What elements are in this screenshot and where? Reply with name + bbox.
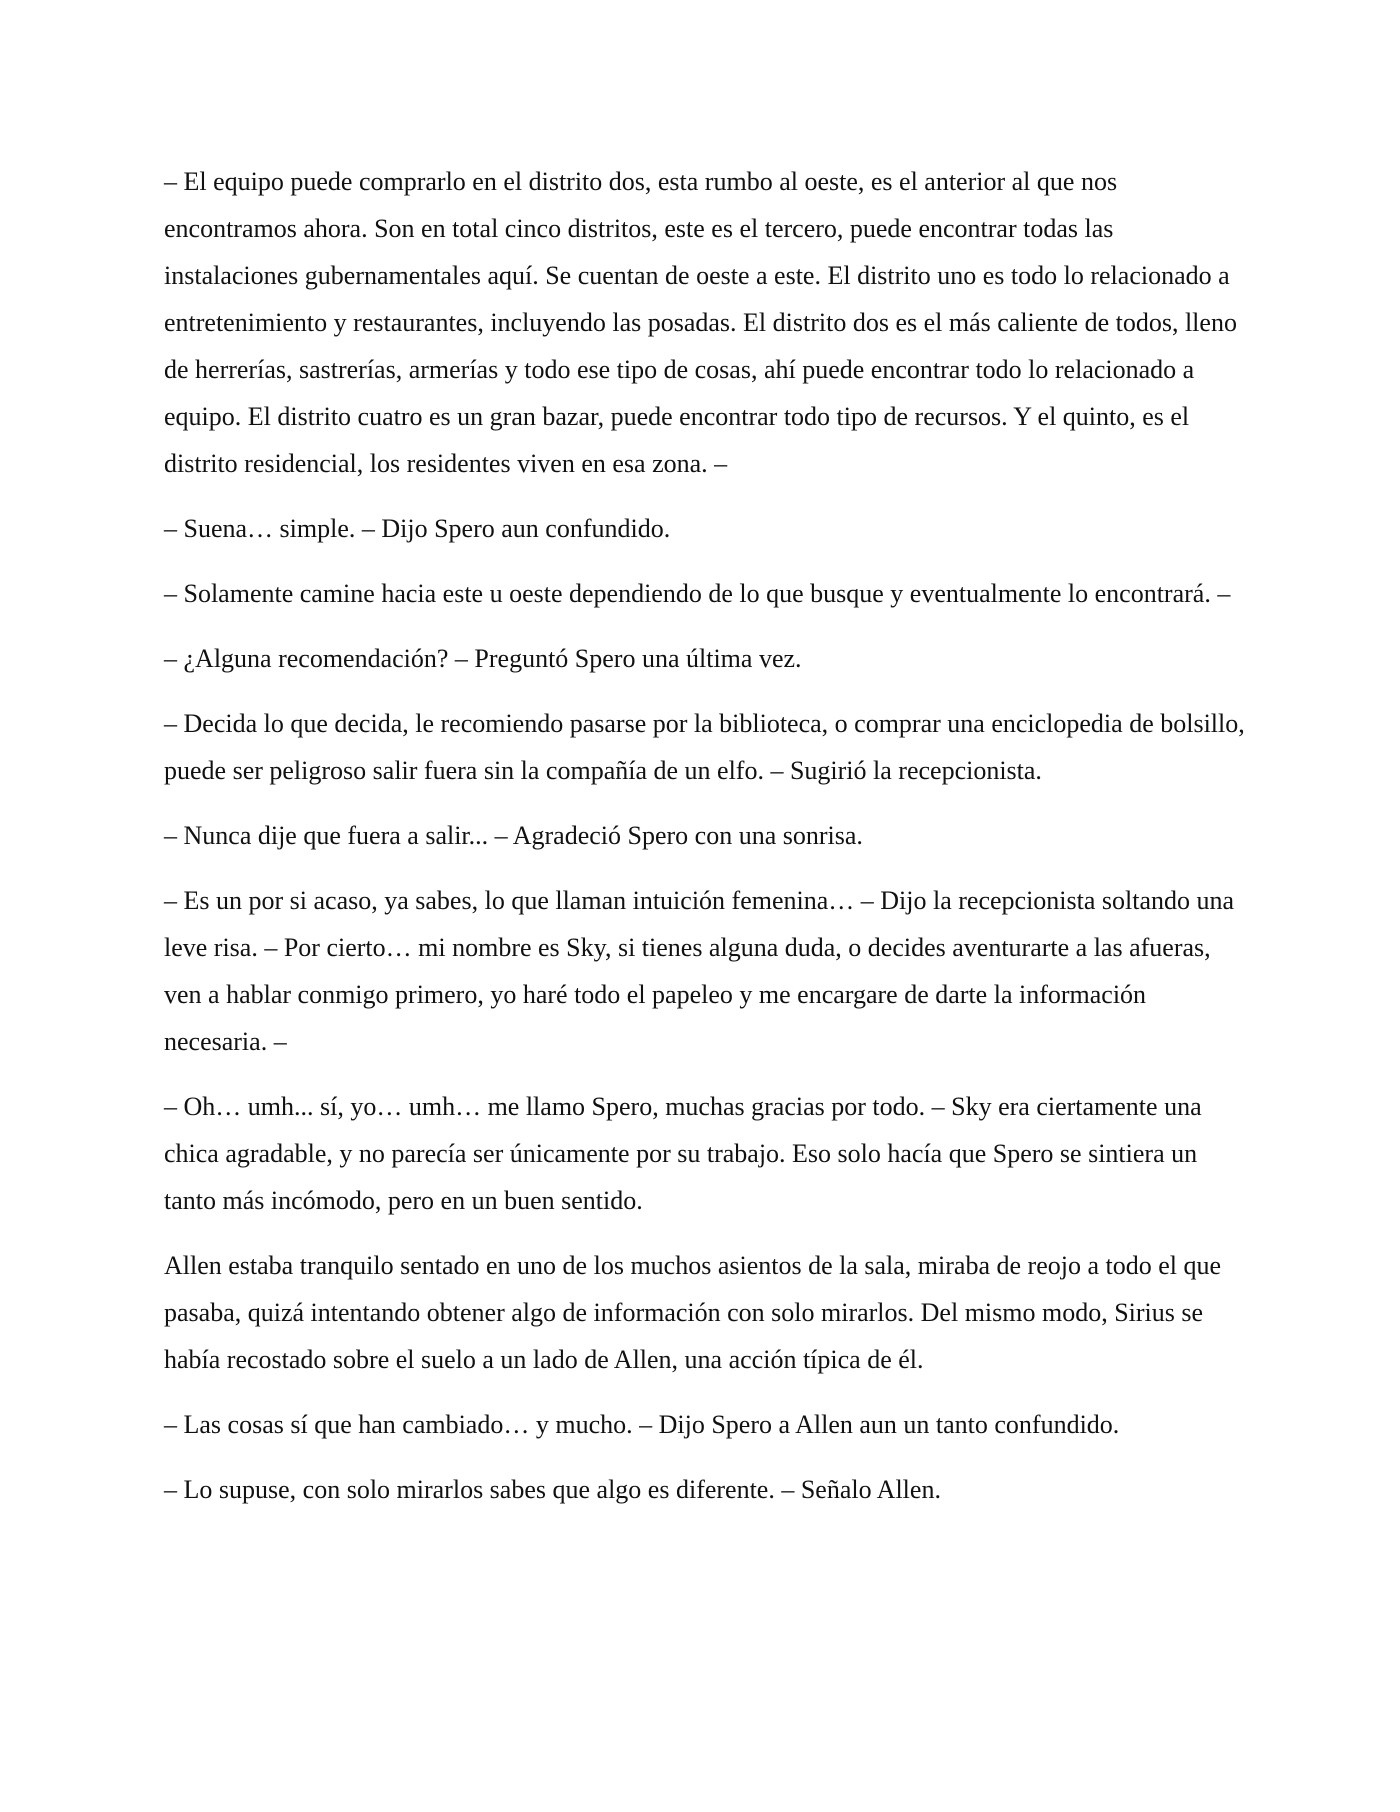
- paragraph-allen-sentado: Allen estaba tranquilo sentado en uno de los muchos asientos de la sala, miraba de reojo a todo el que pasaba, quizá intentando obtener algo de información con solo mirarlos. Del mismo modo, Sirius se había recostado sobre el suelo a un lado de Allen, una acción típica de él.: [164, 1251, 1222, 1374]
- paragraph-intuicion-femenina: – Es un por si acaso, ya sabes, lo que llaman intuición femenina… – Dijo la recepcionista soltando una leve risa. – Por cierto… mi nombre es Sky, si tienes alguna duda, o decides aventurarte a las afueras, ven a hablar conmigo primero, yo haré todo el papeleo y me encargare de darte la información necesaria. –: [164, 886, 1235, 1056]
- paragraph-suena-simple: – Suena… simple. – Dijo Spero aun confundido.: [164, 514, 671, 543]
- paragraph-alguna-recomendacion: – ¿Alguna recomendación? – Preguntó Spero una última vez.: [164, 644, 802, 673]
- paragraph-decida-lo-que-decida: – Decida lo que decida, le recomiendo pasarse por la biblioteca, o comprar una enciclopedia de bolsillo, puede ser peligroso salir fuera sin la compañía de un elfo. – Sugirió la recepcionista.: [164, 709, 1245, 785]
- paragraph-me-llamo-spero: – Oh… umh... sí, yo… umh… me llamo Spero, muchas gracias por todo. – Sky era ciertamente una chica agradable, y no parecía ser únicamente por su trabajo. Eso solo hacía que Spero se sintiera un tanto más incómodo, pero en un buen sentido.: [164, 1092, 1202, 1215]
- paragraph-cosas-han-cambiado: – Las cosas sí que han cambiado… y mucho. – Dijo Spero a Allen aun un tanto confundido.: [164, 1410, 1120, 1439]
- paragraph-camine-hacia-este: – Solamente camine hacia este u oeste dependiendo de lo que busque y eventualmente lo encontrará. –: [164, 579, 1231, 608]
- paragraph-nunca-dije: – Nunca dije que fuera a salir... – Agradeció Spero con una sonrisa.: [164, 821, 863, 850]
- document-page: [164, 158, 1250, 1531]
- paragraph-district-explanation: – El equipo puede comprarlo en el distrito dos, esta rumbo al oeste, es el anterior al que nos encontramos ahora. Son en total cinco distritos, este es el tercero, puede encontrar todas las instalaciones gubernamentales aquí. Se cuentan de oeste a este. El distrito uno es todo lo relacionado a entretenimiento y restaurantes, incluyendo las posadas. El distrito dos es el más caliente de todos, lleno de herrerías, sastrerías, armerías y todo ese tipo de cosas, ahí puede encontrar todo lo relacionado a equipo. El distrito cuatro es un gran bazar, puede encontrar todo tipo de recursos. Y el quinto, es el distrito residencial, los residentes viven en esa zona. –: [164, 167, 1237, 478]
- paragraph-lo-supuse: – Lo supuse, con solo mirarlos sabes que algo es diferente. – Señalo Allen.: [164, 1475, 941, 1504]
